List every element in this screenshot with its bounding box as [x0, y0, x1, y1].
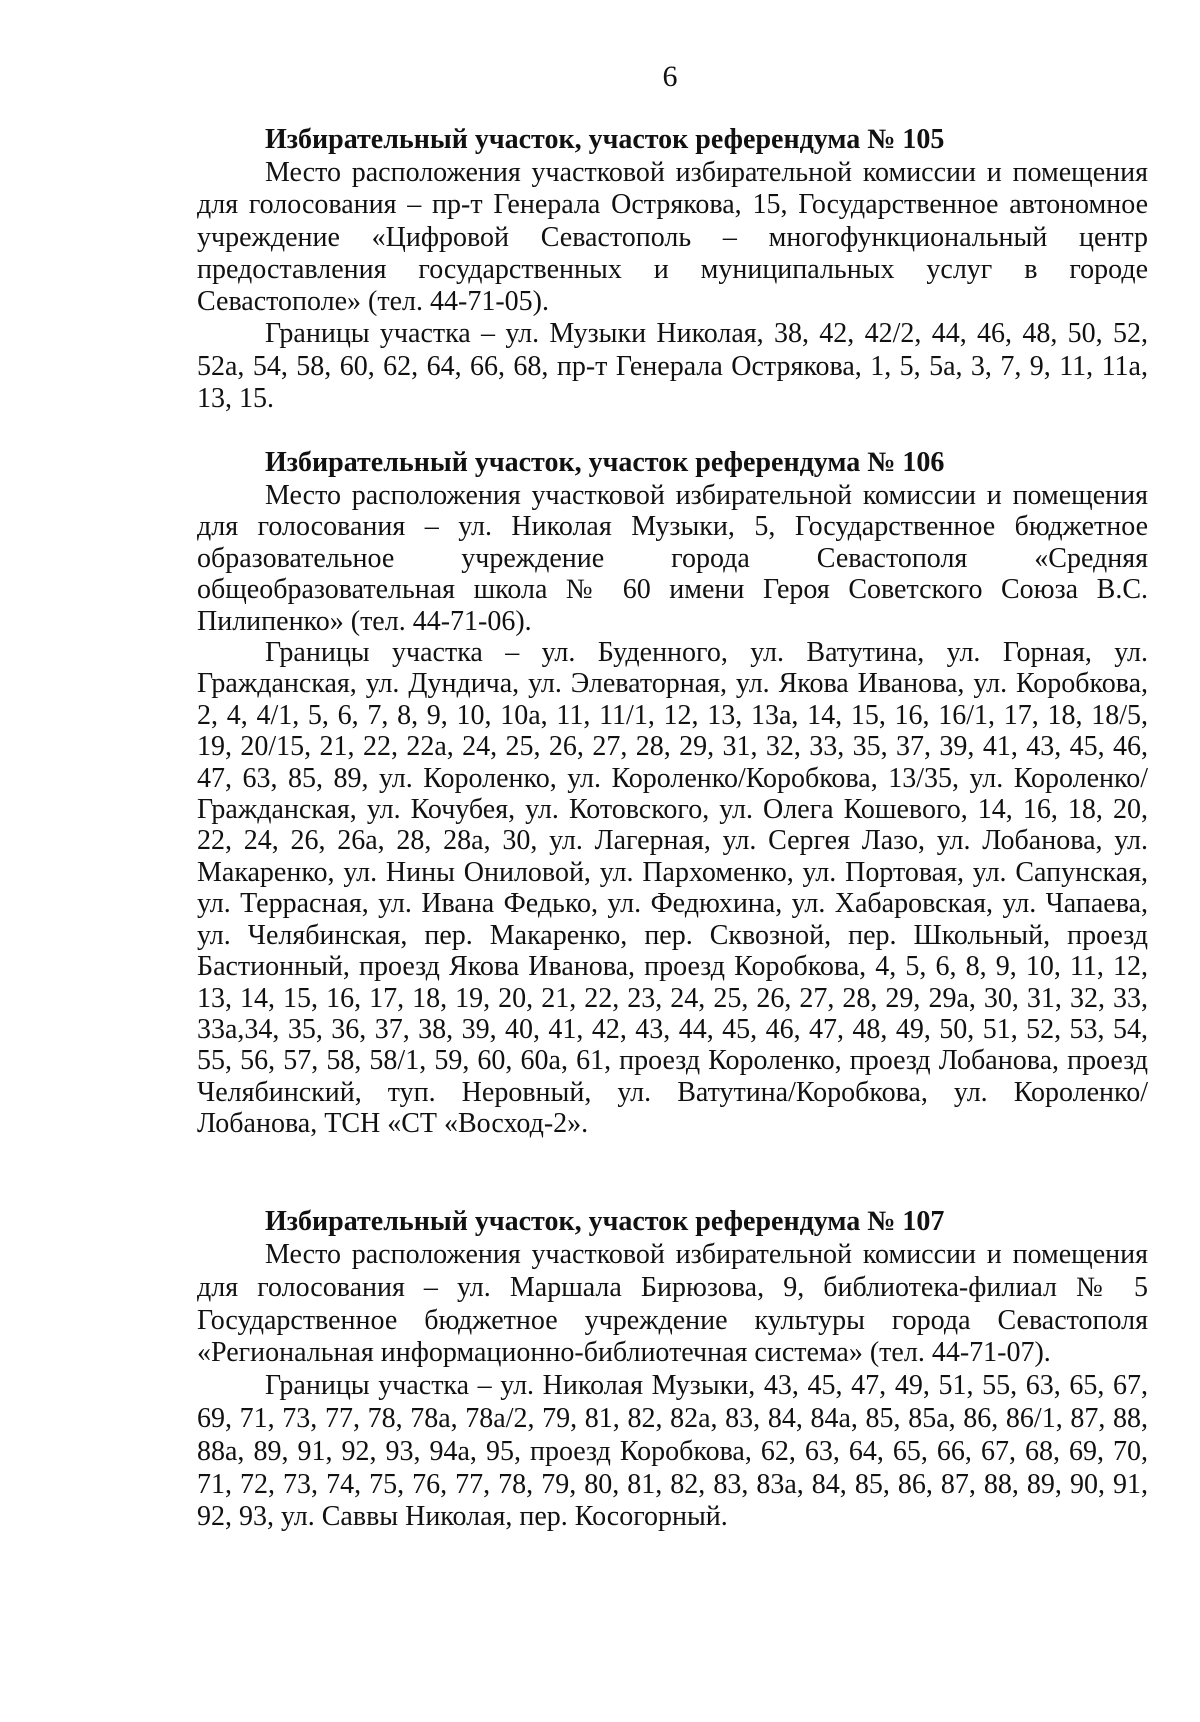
section-heading: Избирательный участок, участок референдума № 105	[265, 124, 945, 155]
boundaries-paragraph: Границы участка – ул. Музыки Николая, 38, 42, 42/2, 44, 46, 48, 50, 52, 52а, 54, 58, 60, 62, 64, 66, 68, пр-т Генерала Острякова, 1, 5, 5а, 3, 7, 9, 11, 11а, 13, 15.	[197, 318, 1148, 415]
location-paragraph: Место расположения участковой избирательной комиссии и помещения для голосования – ул. Маршала Бирюзова, 9, библиотека-филиал № 5 Государственное бюджетное учреждение культуры города Севастополя «Региональная информационно-библиотечная система» (тел. 44-71-07).	[197, 1239, 1148, 1369]
page-number: 6	[662, 60, 678, 93]
polling-station-section	[197, 1205, 1148, 1534]
boundaries-paragraph: Границы участка – ул. Николая Музыки, 43, 45, 47, 49, 51, 55, 63, 65, 67, 69, 71, 73, 77, 78, 78а, 78а/2, 79, 81, 82, 82а, 83, 84, 84а, 85, 85а, 86, 86/1, 87, 88, 88а, 89, 91, 92, 93, 94а, 95, проезд Коробкова, 62, 63, 64, 65, 66, 67, 68, 69, 70, 71, 72, 73, 74, 75, 76, 77, 78, 79, 80, 81, 82, 83, 83а, 84, 85, 86, 87, 88, 89, 90, 91, 92, 93, ул. Саввы Николая, пер. Косогорный.	[197, 1370, 1148, 1533]
location-paragraph: Место расположения участковой избирательной комиссии и помещения для голосования – ул. Николая Музыки, 5, Государственное бюджетное образовательное учреждение города Севастополя «Средняя общеобразовательная школа № 60 имени Героя Советского Союза В.С. Пилипенко» (тел. 44-71-06).	[197, 480, 1148, 637]
boundaries-paragraph: Границы участка – ул. Буденного, ул. Ватутина, ул. Горная, ул. Гражданская, ул. Дундича, ул. Элеваторная, ул. Якова Иванова, ул. Коробкова, 2, 4, 4/1, 5, 6, 7, 8, 9, 10, 10а, 11, 11/1, 12, 13, 13а, 14, 15, 16, 16/1, 17, 18, 18/5, 19, 20/15, 21, 22, 22а, 24, 25, 26, 27, 28, 29, 31, 32, 33, 35, 37, 39, 41, 43, 45, 46, 47, 63, 85, 89, ул. Короленко, ул. Короленко/Коробкова, 13/35, ул. Короленко/Гражданская, ул. Кочубея, ул. Котовского, ул. Олега Кошевого, 14, 16, 18, 20, 22, 24, 26, 26а, 28, 28а, 30, ул. Лагерная, ул. Сергея Лазо, ул. Лобанова, ул. Макаренко, ул. Нины Ониловой, ул. Пархоменко, ул. Портовая, ул. Сапунская, ул. Террасная, ул. Ивана Федько, ул. Федюхина, ул. Хабаровская, ул. Чапаева, ул. Челябинская, пер. Макаренко, пер. Сквозной, пер. Школьный, проезд Бастионный, проезд Якова Иванова, проезд Коробкова, 4, 5, 6, 8, 9, 10, 11, 12, 13, 14, 15, 16, 17, 18, 19, 20, 21, 22, 23, 24, 25, 26, 27, 28, 29, 29а, 30, 31, 32, 33, 33а,34, 35, 36, 37, 38, 39, 40, 41, 42, 43, 44, 45, 46, 47, 48, 49, 50, 51, 52, 53, 54, 55, 56, 57, 58, 58/1, 59, 60, 60а, 61, проезд Короленко, проезд Лобанова, проезд Челябинский, туп. Неровный, ул. Ватутина/Коробкова, ул. Короленко/Лобанова, ТСН «СТ «Восход-2».	[197, 637, 1148, 1140]
polling-station-section	[197, 446, 1148, 1140]
section-heading: Избирательный участок, участок референдума № 106	[265, 447, 945, 478]
section-heading: Избирательный участок, участок референдума № 107	[265, 1206, 945, 1237]
polling-station-section	[197, 123, 1148, 415]
location-paragraph: Место расположения участковой избирательной комиссии и помещения для голосования – пр-т Генерала Острякова, 15, Государственное автономное учреждение «Цифровой Севастополь – многофункциональный центр предоставления государственных и муниципальных услуг в городе Севастополе» (тел. 44-71-05).	[197, 157, 1148, 318]
